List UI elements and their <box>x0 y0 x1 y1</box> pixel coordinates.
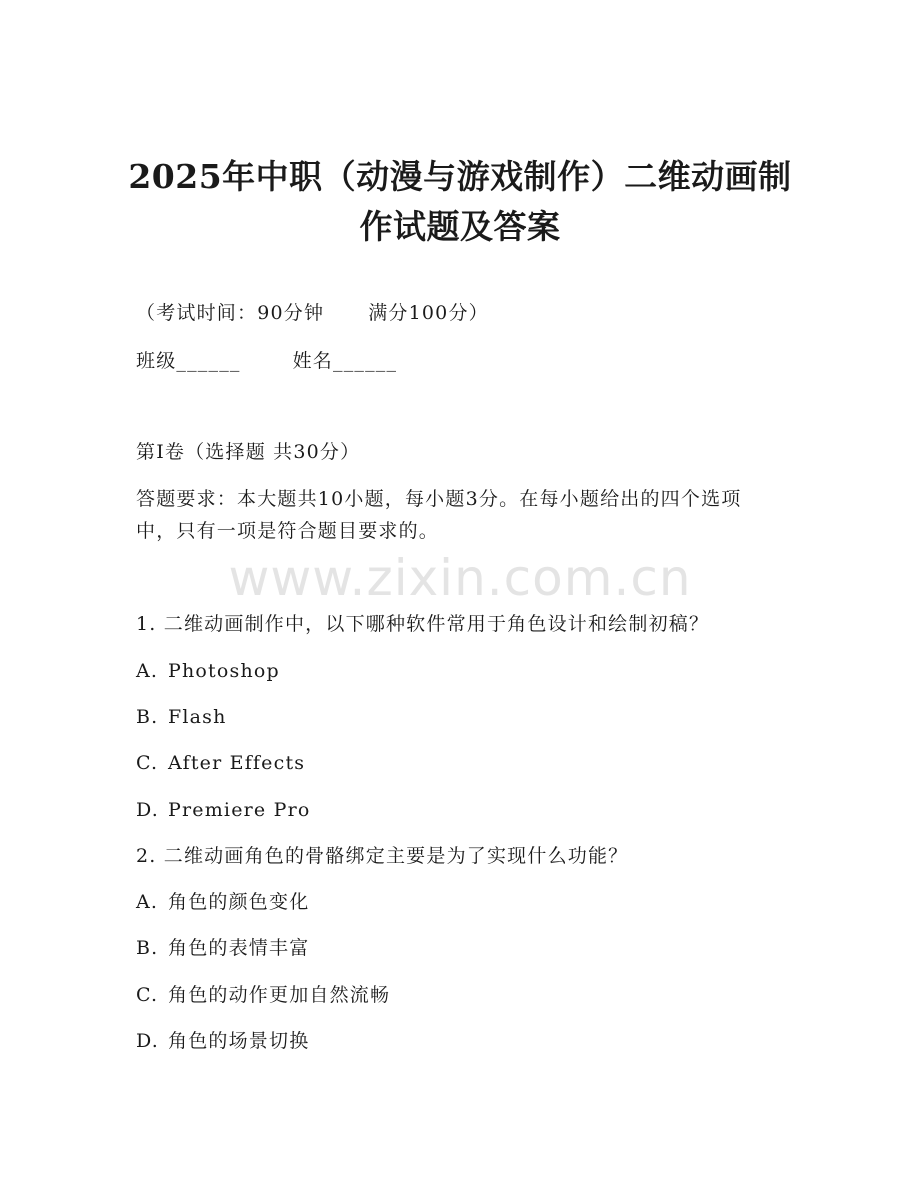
option-text: 角色的表情丰富 <box>168 937 310 959</box>
option-text: 角色的场景切换 <box>168 1030 310 1052</box>
option-text: 角色的颜色变化 <box>168 891 310 913</box>
requirement-line-2: 中，只有一项是符合题目要求的。 <box>136 520 440 542</box>
option-letter: C. <box>136 984 159 1006</box>
option-letter: B. <box>136 706 159 728</box>
option-text: 角色的动作更加自然流畅 <box>168 984 391 1006</box>
option-text: Flash <box>168 706 227 728</box>
exam-meta <box>136 299 489 327</box>
question-2-option-c <box>136 981 390 1009</box>
option-text: Photoshop <box>168 660 280 682</box>
option-letter: B. <box>136 937 159 959</box>
exam-time: （考试时间：90分钟 <box>136 302 325 324</box>
question-2-stem: 2. 二维动画角色的骨骼绑定主要是为了实现什么功能？ <box>136 845 629 867</box>
option-letter: D. <box>136 1030 159 1052</box>
page-title-line-1: 2025年中职（动漫与游戏制作）二维动画制 <box>128 157 792 196</box>
question-1-option-b <box>136 703 227 731</box>
question-2-option-b <box>136 934 309 962</box>
requirement-line-1: 答题要求：本大题共10小题，每小题3分。在每小题给出的四个选项 <box>136 488 742 510</box>
question-1-option-a <box>136 657 280 685</box>
watermark: www.zixin.com.cn <box>228 549 692 607</box>
page-title-line-2: 作试题及答案 <box>359 207 561 246</box>
student-fields <box>136 347 397 375</box>
option-letter: A. <box>136 660 159 682</box>
question-1-stem: 1. 二维动画制作中，以下哪种软件常用于角色设计和绘制初稿？ <box>136 613 710 635</box>
option-letter: D. <box>136 799 159 821</box>
option-text: After Effects <box>168 752 306 774</box>
question-2-option-d <box>136 1027 309 1055</box>
name-field: 姓名______ <box>292 350 398 372</box>
question-1-option-c <box>136 749 305 777</box>
option-letter: A. <box>136 891 159 913</box>
option-letter: C. <box>136 752 159 774</box>
option-text: Premiere Pro <box>168 799 311 821</box>
question-1-option-d <box>136 796 311 824</box>
section-heading: 第Ⅰ卷（选择题 共30分） <box>136 441 361 463</box>
question-2-option-a <box>136 888 309 916</box>
class-field: 班级______ <box>136 350 241 372</box>
exam-score: 满分100分） <box>368 302 489 324</box>
